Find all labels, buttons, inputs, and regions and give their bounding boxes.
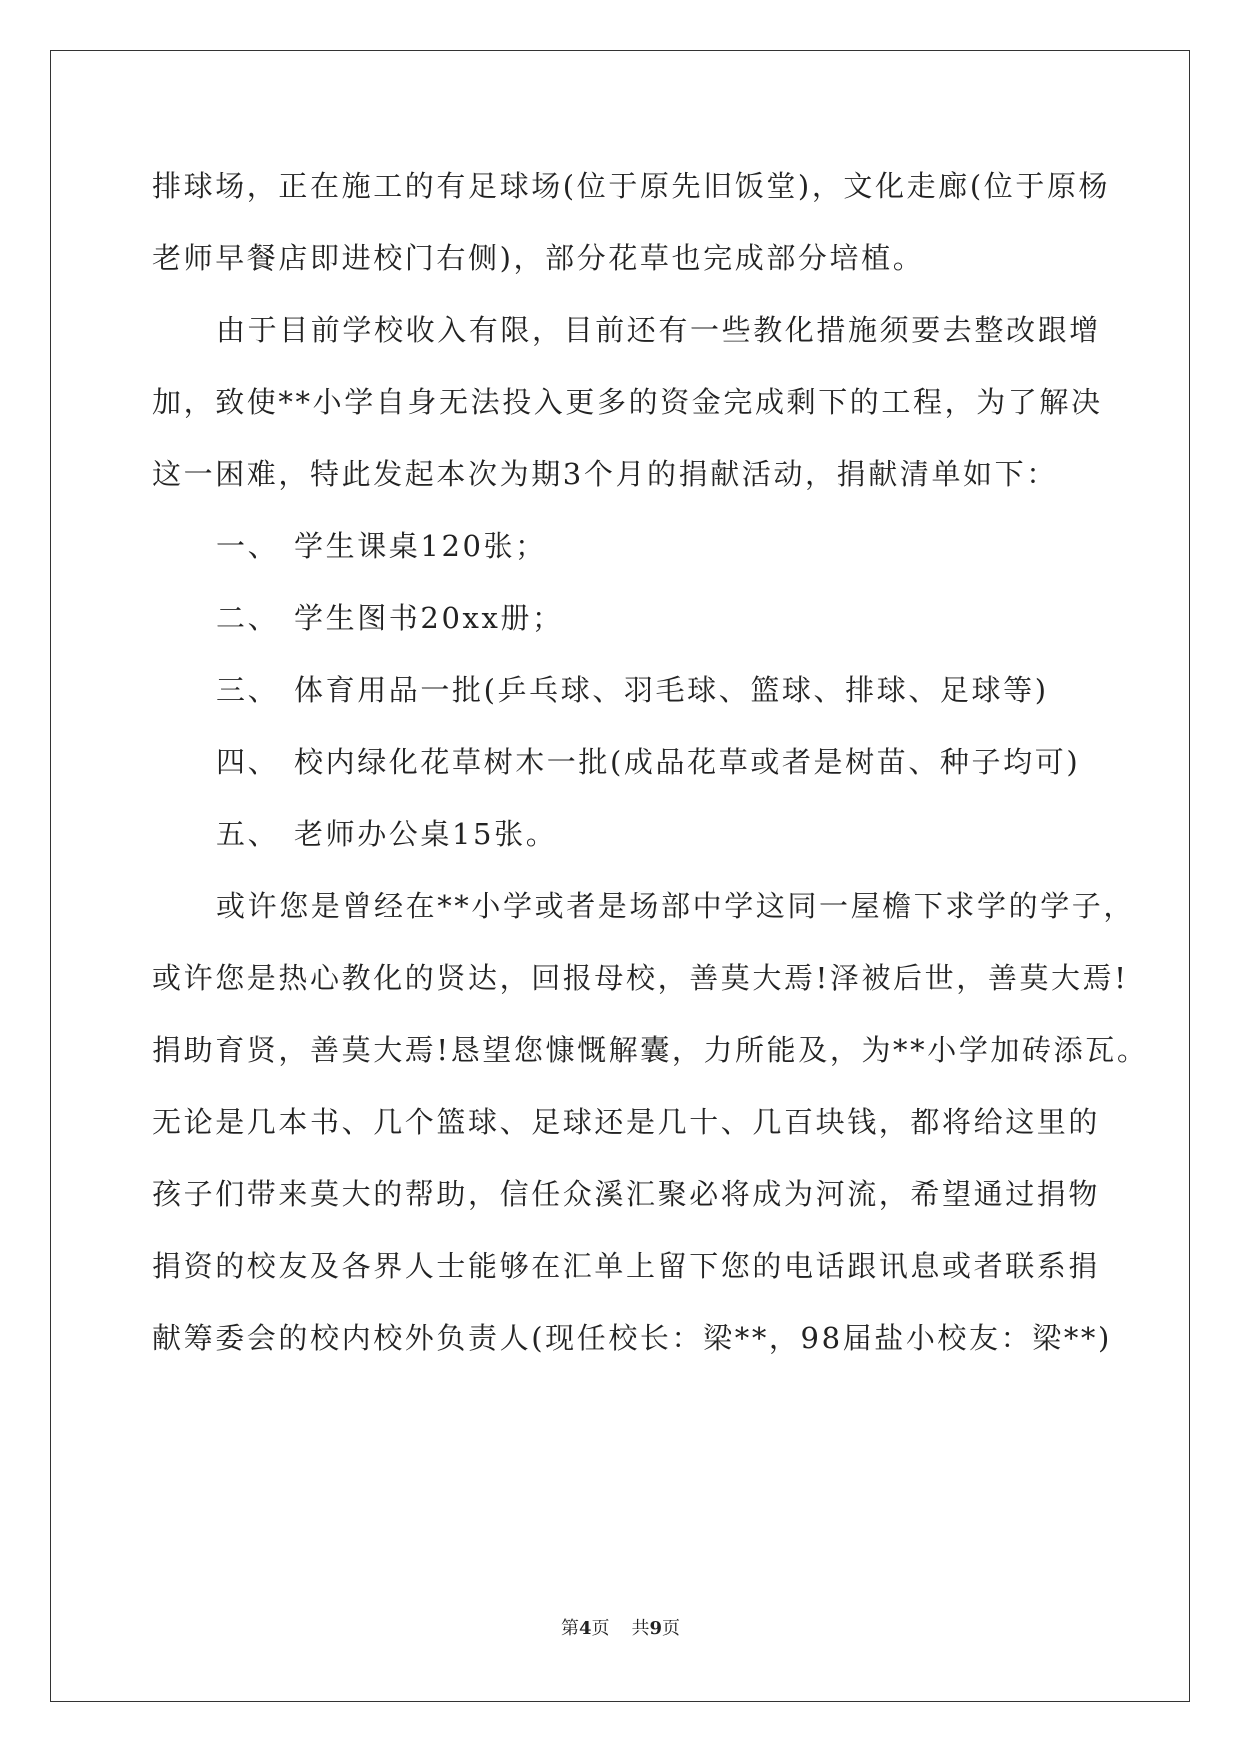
list-number: 一、 [216,529,280,563]
list-number: 三、 [216,673,280,707]
total-suffix: 页 [662,1618,681,1639]
list-text: 体育用品一批(乒乓球、羽毛球、篮球、排球、足球等) [294,673,1049,707]
list-text: 学生图书20xx册； [294,601,564,635]
list-number: 五、 [216,817,280,851]
list-text: 校内绿化花草树木一批(成品花草或者是树苗、种子均可) [294,745,1081,779]
list-item [216,600,564,636]
paragraph-line: 或许您是曾经在**小学或者是场部中学这同一屋檐下求学的学子， [216,889,1136,923]
paragraph-line: 排球场，正在施工的有足球场(位于原先旧饭堂)，文化走廊(位于原杨 [152,169,1111,203]
paragraph-line: 孩子们带来莫大的帮助，信任众溪汇聚必将成为河流，希望通过捐物 [152,1177,1101,1211]
page-current: 4 [578,1618,592,1639]
page-total: 9 [649,1618,663,1639]
list-item [216,816,557,852]
list-text: 学生课桌120张； [294,529,547,563]
paragraph-line: 老师早餐店即进校门右侧)，部分花草也完成部分培植。 [152,241,925,275]
page-prefix: 第 [560,1618,579,1639]
paragraph-line: 捐资的校友及各界人士能够在汇单上留下您的电话跟讯息或者联系捐 [152,1249,1101,1283]
list-item [216,672,1049,708]
page-footer [0,1618,1241,1640]
paragraph-line: 捐助育贤，善莫大焉!恳望您慷慨解囊，力所能及，为**小学加砖添瓦。 [152,1033,1149,1067]
list-number: 二、 [216,601,280,635]
list-text: 老师办公桌15张。 [294,817,558,851]
list-number: 四、 [216,745,280,779]
list-item [216,744,1080,780]
paragraph-line: 无论是几本书、几个篮球、足球还是几十、几百块钱，都将给这里的 [152,1105,1101,1139]
paragraph-line: 由于目前学校收入有限，目前还有一些教化措施须要去整改跟增 [216,313,1101,347]
paragraph-line: 这一困难，特此发起本次为期3个月的捐献活动，捐献清单如下： [152,457,1058,491]
paragraph-line: 献筹委会的校内校外负责人(现任校长：梁**，98届盐小校友：梁**) [152,1321,1112,1355]
page-border [50,50,1190,1702]
total-prefix: 共 [631,1618,650,1639]
paragraph-line: 或许您是热心教化的贤达，回报母校，善莫大焉!泽被后世，善莫大焉! [152,961,1129,995]
list-item [216,528,547,564]
paragraph-line: 加，致使**小学自身无法投入更多的资金完成剩下的工程，为了解决 [152,385,1103,419]
page-suffix: 页 [591,1618,610,1639]
